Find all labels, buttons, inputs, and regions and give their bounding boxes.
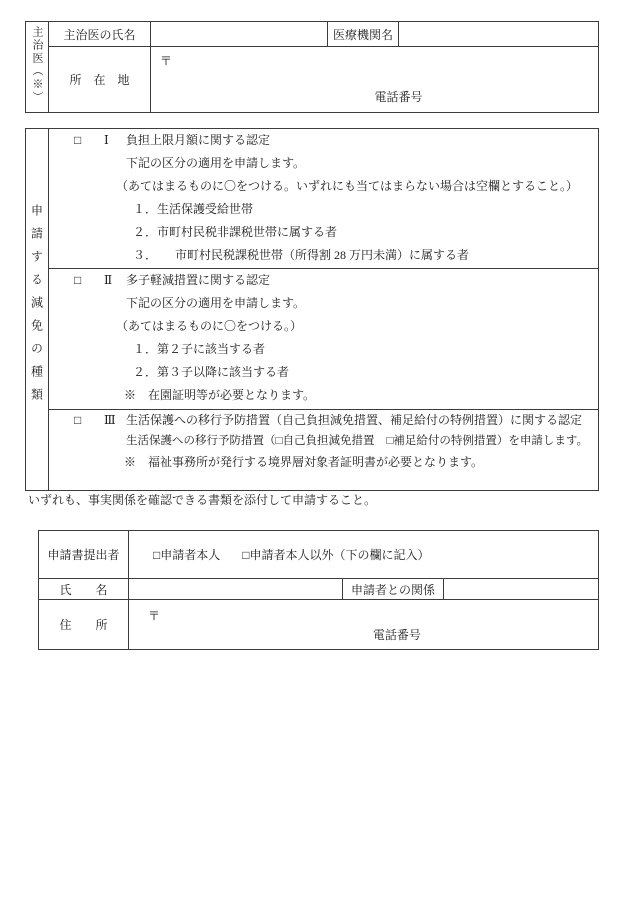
postal-mark: 〒: [148, 609, 161, 623]
exemption-2-title: 多子軽減措置に関する認定: [126, 273, 271, 287]
exemption-2-note: ※ 在園証明等が必要となります。: [124, 388, 316, 402]
exemption-2-option-2[interactable]: ２．第３子以降に該当する者: [133, 365, 290, 379]
supplementary-benefit-label: 補足給付の特例措置: [393, 435, 497, 447]
submitter-other-checkbox[interactable]: □申請者本人以外（下の欄に記入）: [242, 548, 430, 562]
institution-name-label: 医療機関名: [328, 22, 399, 47]
physician-address-field[interactable]: [151, 47, 599, 113]
exemption-vertical-label: 申請する減免の種類: [29, 204, 44, 411]
exemption-1-subtitle: 下記の区分の適用を申請します。: [126, 156, 306, 170]
physician-name-field[interactable]: [151, 22, 328, 47]
exemption-section-1: [49, 129, 599, 269]
physician-vertical-label: 主治医（※）: [31, 26, 43, 104]
applicant-relation-label: 申請者との関係: [343, 579, 444, 600]
self-pay-reduction-checkbox[interactable]: □: [275, 435, 283, 447]
exemption-3-header: [49, 410, 598, 431]
exemption-3-numeral: Ⅲ: [104, 413, 116, 427]
submitter-options: [129, 531, 599, 579]
exemption-3-note: ※ 福祉事務所が発行する境界層対象者証明書が必要となります。: [124, 455, 484, 469]
exemption-3-application-line: [49, 431, 598, 452]
exemption-2-subtitle: 下記の区分の適用を申請します。: [126, 296, 306, 310]
exemption-2-header: [49, 269, 598, 292]
physician-address-label: 所 在 地: [49, 47, 151, 113]
exemption-section-2: [49, 269, 599, 410]
institution-name-field[interactable]: [399, 22, 599, 47]
postal-mark: 〒: [160, 54, 173, 68]
exemption-1-option-2[interactable]: ２．市町村民税非課税世帯に属する者: [133, 225, 338, 239]
exemption-1-title: 負担上限月額に関する認定: [126, 133, 271, 147]
submitter-address-field[interactable]: [129, 600, 599, 650]
self-pay-reduction-label: 自己負担減免措置: [282, 435, 375, 447]
exemption-3-title: 生活保護への移行予防措置（自己負担減免措置、補足給付の特例措置）に関する認定: [126, 413, 583, 427]
applicant-relation-field[interactable]: [444, 579, 599, 600]
submitter-label: 申請書提出者: [39, 531, 129, 579]
submitter-self-checkbox[interactable]: □申請者本人: [153, 548, 221, 562]
exemption-type-table: [25, 128, 599, 491]
submitter-name-field[interactable]: [129, 579, 343, 600]
exemption-1-instruction: （あてはまるものに〇をつける。いずれにも当てはまらない場合は空欄とすること。）: [116, 179, 579, 193]
submitter-phone-label: 電話番号: [372, 628, 421, 642]
exemption-1-header: [49, 129, 598, 152]
exemption-1-numeral: Ⅰ: [104, 133, 109, 147]
exemption-2-instruction: （あてはまるものに〇をつける。）: [116, 319, 303, 333]
exemption-3-checkbox[interactable]: □: [74, 413, 82, 427]
attachment-note: いずれも、事実関係を確認できる書類を添付して申請すること。: [28, 493, 377, 507]
physician-phone-label: 電話番号: [374, 90, 423, 104]
exemption-1-checkbox[interactable]: □: [74, 133, 82, 147]
submitter-address-label: 住 所: [39, 600, 129, 650]
physician-table: [25, 21, 599, 113]
supplementary-benefit-checkbox[interactable]: □: [386, 435, 394, 447]
exemption-section-header: [26, 129, 49, 491]
exemption-2-numeral: Ⅱ: [104, 273, 113, 287]
physician-section-header: [26, 22, 49, 113]
exemption-3-line2-suffix: ）を申請します。: [496, 435, 588, 447]
physician-name-label: 主治医の氏名: [49, 22, 151, 47]
exemption-2-option-1[interactable]: １．第２子に該当する者: [133, 342, 266, 356]
exemption-section-3: [49, 410, 599, 491]
submitter-table: [38, 530, 599, 650]
exemption-3-line2-prefix: 生活保護への移行予防措置（: [126, 435, 276, 447]
exemption-1-option-1[interactable]: １．生活保護受給世帯: [133, 202, 254, 216]
submitter-name-label: 氏 名: [39, 579, 129, 600]
exemption-1-option-3[interactable]: ３． 市町村民税課税世帯（所得割 28 万円未満）に属する者: [133, 248, 470, 262]
exemption-2-checkbox[interactable]: □: [74, 273, 82, 287]
